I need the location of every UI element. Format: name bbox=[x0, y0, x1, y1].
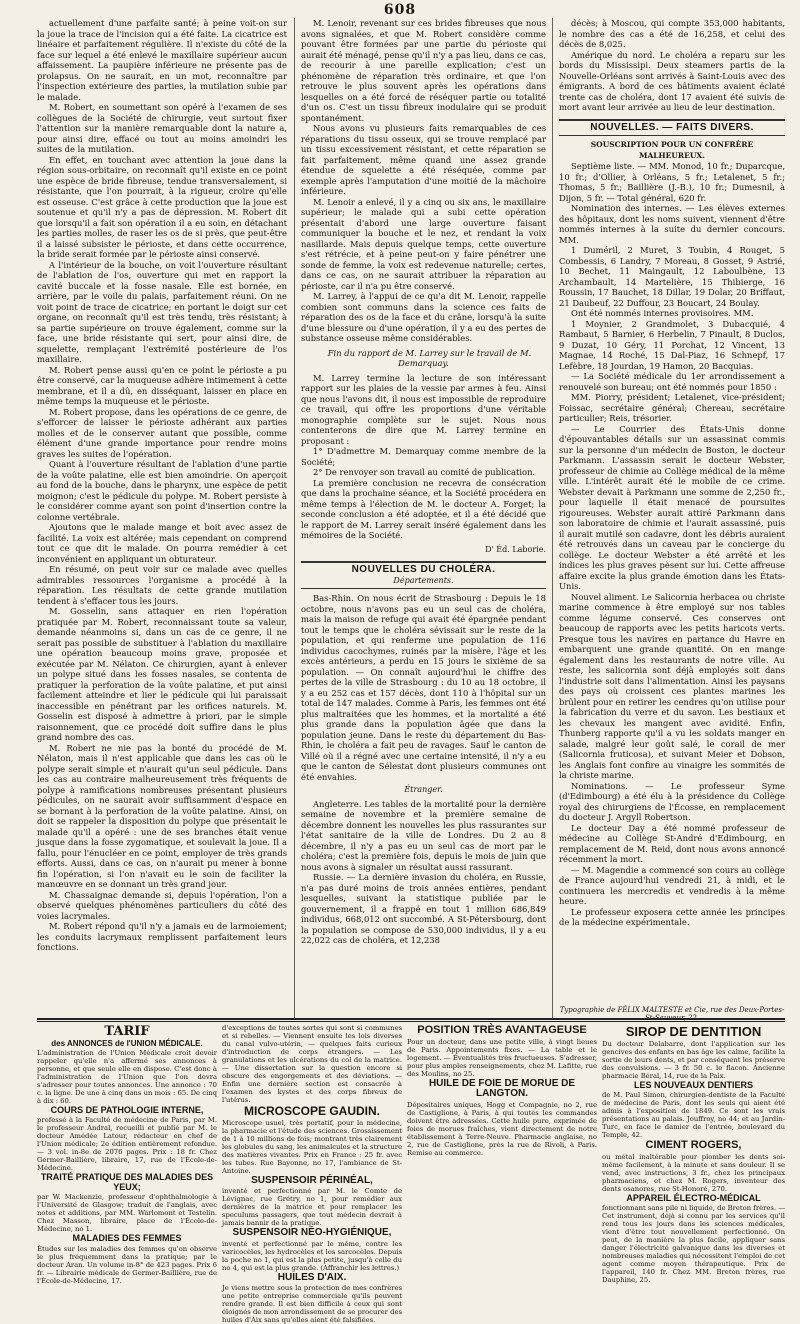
ads-divider bbox=[37, 1021, 785, 1022]
cholera-header bbox=[301, 561, 546, 589]
ad-text: Microscope usuel, très portatif, pour la médecine, la pharmacie et l'étude des sciences. Grossissement de 1 à 10 millions de fois; montrant très clairement les globules du sang, les animalcules et la structure des matières vivantes. Prix en France : 25 fr. avec les tubes. Rue Bayonne, no 17, l'ambiance de St-Antoine. bbox=[222, 1118, 402, 1175]
paragraph: Septième liste. — MM. Monod, 10 fr.; Duparcque, 10 fr.; d'Ollier, à Orléans, 5 fr.; Letalenet, 5 fr.; Thomas, 5 fr.; Baillière (J.-B.), 10 fr.; Dumesnil, à Dijon, 5 fr. — Total général, 620 fr. bbox=[559, 161, 785, 203]
ad-text: Du docteur Delabarre, dont l'application sur les gencives des enfants en bas âge les calme, facilite la sortie de leurs dents, et par conséquent les préserve des convulsions. — 3 fr. 50 c. le flacon. Ancienne pharmacie Béral, 14, rue de la Paix. bbox=[602, 1039, 785, 1080]
ad-text: ou métal inaltérable pour plomber les dents soi-même facilement, à la minute et sans douleur. Il se vend, avec instructions, 3 fr., chez les principaux pharmaciens, et chez M. Rogers, inventeur des dents osanores, rue St-Honoré, 270. bbox=[602, 1152, 785, 1193]
ad-text: d'exceptions de toutes sortes qui sont si communes et si rebelles. — Viennent ensuite les lois diverses du canal vulvo-utérin, — quelques faits curieux d'introduction de corps étrangers. — Les granulations et les ulcérations du col de la matrice. — Une dissertation sur la question encore si obscure des engorgements et des déviations. — Enfin une dernière section est consacrée à l'examen des kystes et des corps fibreux de l'utérus. bbox=[222, 1024, 402, 1104]
paragraph: 1° D'admettre M. Demarquay comme membre de la Société; bbox=[301, 446, 546, 467]
paragraph: 2° De renvoyer son travail au comité de publication. bbox=[313, 467, 536, 477]
paragraph: M. Gosselin, sans attaquer en rien l'opération pratiquée par M. Robert, reconnaissant toute sa valeur, demande néanmoins si, dans un cas de ce genre, il ne serait pas possible de substituer à l'ablation du maxillaire une opération beaucoup moins grave, proposée et exécutée par M. Nélaton. Ce chirurgien, ayant à enlever un polype situé dans les fosses nasales, se contenta de pratiquer la perforation de la voûte palatine, et put ainsi facilement atteindre et lier le pédicule qui lui paraissait inaccessible en pénétrant par les orifices naturels. M. Gosselin est disposé à admettre à priori, par le simple raisonnement, que ce procédé doit suffire dans le plus grand nombre des cas. bbox=[37, 606, 287, 742]
paragraph: M. Larrey termine la lecture de son intéressant rapport sur les plaies de la vessie par armes à feu. Ainsi que nous l'avons dit, il nous est impossible de reproduire ce travail, qui offre les proportions d'une véritable monographie complète sur le sujet. Nous nous contenterons de dire que M. Larrey termine en proposant : bbox=[301, 372, 546, 446]
paragraph: Quant à l'ouverture résultant de l'ablation d'une partie de la voûte palatine, elle est bien amoindrie. On aperçoit au fond de la bouche, dans le pharynx, une espèce de petit moignon; c'est le pédicule du polype. M. Robert persiste à le considérer comme ayant son point d'insertion contre la colonne vertébrale. bbox=[37, 459, 288, 522]
news-header bbox=[559, 119, 785, 137]
ad-femmes-title: MALADIES DES FEMMES bbox=[72, 1233, 182, 1244]
paragraph: M. Robert répond qu'il n'y a jamais eu de larmoiement; les conduits lacrymaux remplissent parfaitement leurs fonctions. bbox=[37, 921, 287, 952]
paragraph: MM. Piorry, président; Letalenet, vice-président; Foissac, secrétaire général; Chereau, secrétaire particulier; Reis, trésorier. bbox=[559, 392, 785, 423]
paragraph: En résumé, on peut voir sur ce malade avec quelles admirables ressources l'organisme a procédé à la réparation. Les résultats de cette grande mutilation tendent à s'effacer tous les jours. bbox=[37, 564, 287, 606]
ad-huile-foie-title: HUILE DE FOIE DE MORUE DE LANGTON. bbox=[428, 1077, 576, 1100]
ad-microscope-title: MICROSCOPE GAUDIN. bbox=[243, 1104, 380, 1118]
ad-text: Dépositaires uniques, Hogg et Compagnie, no 2, rue de Castiglione, à Paris, à qui toutes les commandes doivent être adressées. Cette huile pure, exprimée de foies de morues fraîches, vient directement de notre établissement à Terre-Neuve. Pharmacie anglaise, no 2, rue de Castiglione, près la rue de Rivoli, à Paris. Remise au commerce. bbox=[407, 1100, 597, 1157]
paragraph: Russie. — La dernière invasion du choléra, en Russie, n'a pas duré moins de trois années entières, pendant lesquelles, suivant la statistique publiée par le gouvernement, il a frappé en tout 1 million 686,849 individus, 668,012 ont succombé. A St-Pétersbourg, dont la population se compose de 530,000 individus, il y a eu 22,022 cas de choléra, et 12,238 bbox=[301, 872, 546, 945]
paragraph: M. Robert propose, dans les opérations de ce genre, de s'efforcer de laisser le périoste adhérant aux parties molles et de le conserver autant que possible, comme élément d'une grande importance pour rendre moins graves les suites de l'opération. bbox=[37, 406, 287, 459]
paragraph: Ont été nommés internes provisoires. MM. bbox=[571, 308, 754, 318]
cholera-subtitle: Départements. bbox=[393, 575, 454, 585]
ad-text: Pour un docteur, dans une petite ville, à vingt lieues de Paris. Appointements fixes. — La table et le logement. — Éventualités très fructueuses. S'adresser, pour plus amples renseignements, chez M. Lafitte, rue des Moulins, no 25. bbox=[407, 1037, 597, 1078]
paragraph: M. Robert pense aussi qu'en ce point le périoste a pu être conservé, car la muqueuse adhère intimement à cette membrane, et il a dû, en disséquant, laisser en place en même temps la muqueuse et le périoste. bbox=[37, 364, 287, 406]
ad-text: inventé et perfectionné par M. le Comte de Lévignac, rue Grétry, no 1, pour remédier aux dernières de la matrice et pour remplacer les speculums passagers, que tout médecin devrait à jamais bannir de la pratique. bbox=[222, 1187, 402, 1228]
paragraph: Nous avons vu plusieurs faits remarquables de ces réparations du tissu osseux, qui se trouve remplacé par un tissu excessivement résistant, et cette réparation se fait parfaitement, même quand une assez grande étendue de squelette a été réséquée, comme par exemple après l'amputation d'une moitié de la mâchoire inférieure. bbox=[301, 123, 546, 196]
column-rule bbox=[552, 18, 553, 1018]
ad-text: par W. Mackenzie, professeur d'ophthalmologie à l'Université de Glasgow; traduit de l'anglais, avec notes et additions, par MM. Warlomont et Testelin. Chez Masson, libraire, place de l'École-de-Médecine, no 1. bbox=[37, 1193, 217, 1234]
page-number: 608 bbox=[383, 2, 417, 18]
ad-text: L'administration de l'Union Médicale croit devoir rappeler qu'elle n'a affermé ses annonces à personne, et que seule elle en dispose. C'est donc à l'administration de l'Union que l'on devra s'adresser pour toutes annonces. Une annonce : 70 c. la ligne. De une à cinq dans un mois : 65. De cinq à dix : 60. bbox=[37, 1049, 217, 1106]
paragraph: M. Larrey, à l'appui de ce qu'a dit M. Lenoir, rappelle combien sont communs dans la science ces faits de réparation des os de la face et du crâne, lorsqu'à la suite d'une blessure ou d'une opération, il y a eu des pertes de substance osseuse même considérables. bbox=[301, 291, 546, 343]
paragraph: M. Robert, en soumettant son opéré à l'examen de ses collègues de la Société de chirurgie, veut surtout fixer l'attention sur la manière remarquable dont la nature a, pour ainsi dire, effacé ou tout au moins amoindri les suites de la mutilation. bbox=[37, 102, 287, 154]
paragraph: M. Lenoir, revenant sur ces brides fibreuses que nous avons signalées, et que M. Robert considère comme pouvant être formées par une partie du périoste qui aurait été ménagé, pense qu'il n'y a pas lieu, dans ce cas, de recourir à une pareille explication; c'est un phénomène de réparation très ordinaire, et que l'on retrouve le plus souvent après les opérations dans lesquelles on a été forcé de réséquer partie ou totalité d'un os. C'est un tissu fibreux inodulaire qui se produit spontanément. bbox=[301, 18, 546, 123]
printer-credit: Typographie de FÉLIX MALTESTE et Cie, rue des Deux-Portes-St-Sauveur, 22. bbox=[559, 1006, 785, 1022]
ad-position-title: POSITION TRÈS AVANTAGEUSE bbox=[417, 1024, 587, 1036]
paragraph: Ajoutons que le malade mange et boit avec assez de facilité. La voix est altérée; mais cependant on comprend tout ce que dit le malade. On pourra remédier à cet inconvénient en appliquant un obturateur. bbox=[37, 522, 287, 564]
ad-ciment-title: CIMENT ROGERS, bbox=[645, 1139, 742, 1152]
paragraph: Le docteur Day a été nommé professeur de médecine au Collège St-André d'Edimbourg, en remplacement de M. Reid, dont nous avons annoncé récemment la mort. bbox=[559, 822, 785, 864]
subscription-subtitle: SOUSCRIPTION POUR UN CONFRÈRE MALHEUREUX. bbox=[590, 140, 754, 160]
foreign-subtitle: Étranger. bbox=[404, 785, 443, 794]
paragraph: Bas-Rhin. On nous écrit de Strasbourg : Depuis le 18 octobre, nous n'avons pas eu un seul cas de choléra, mais la maison de refuge qui avait été épargnée pendant tout le temps que le choléra sévissait sur le reste de la population, et qui renferme une population de 116 individus cacochymes, ruinés par la misère, l'âge et les excès antérieurs, a perdu en 15 jours le sixième de sa population. — On connaît aujourd'hui le chiffre des pertes de la ville de Strasbourg : du 10 au 18 octobre, il y a eu 252 cas et 157 décès, dont 110 à l'hôpital sur un total de 147 malades. Comme à Paris, les femmes ont été plus maltraitées que les hommes, et la mortalité a été plus grande dans la population âgée que dans la population jeune. Dans le reste du département du Bas-Rhin, le choléra a fait peu de ravages. Sauf le canton de Villé où il a régné avec une certaine intensité, il n'y a eu que le canton de Sélestat dont plusieurs communes ont été envahies. bbox=[301, 593, 546, 782]
ad-tarif-subtitle: des ANNONCES de l'UNION MÉDICALE. bbox=[51, 1038, 203, 1048]
paragraph: actuellement d'une parfaite santé; à peine voit-on sur la joue la trace de l'incision qui a été faite. La cicatrice est linéaire et parfaitement régulière. Il n'existe du côté de la face sur lequel a été enlevé le maxillaire supérieur aucun affaissement. La paupière inférieure ne présente pas de prolapsus. On ne saurait, en un mot, reconnaître par l'inspection extérieure des parties, la mutilation subie par le malade. bbox=[37, 18, 287, 102]
paragraph: — Le Courrier des États-Unis donne d'épouvantables détails sur un assassinat commis sur la personne d'un médecin de Boston, le docteur Parkmann. L'assassin serait le docteur Webster, professeur de chimie au Collège médical de la même ville. L'intérêt aurait été le mobile de ce crime. Webster devait à Parkmann une somme de 2,250 fr., pour laquelle il était menacé de poursuites rigoureuses. Webster aurait attiré Parkmann dans son laboratoire de chimie et l'aurait assassiné, puis il aurait mutilé son cadavre, dont les débris auraient été retrouvés dans un caveau par le concierge du collège. Le docteur Webster a été arrêté et les indices les plus graves pèsent sur lui. Cette affreuse affaire excite la plus grande émotion dans les États-Unis. bbox=[559, 423, 785, 591]
ad-huiles-aix-title: HUILES D'AIX. bbox=[277, 1271, 347, 1283]
paragraph: M. Robert ne nie pas la bonté du procédé de M. Nélaton, mais il n'est applicable que dans les cas où le polype serait simple et n'aurait qu'un seul pédicule. Dans les cas au contraire malheureusement très fréquents de polype à ramifications nombreuses présentant plusieurs pédicules, on ne saurait avoir suffisamment d'espace en se bornant à la perforation de la voûte palatine. Ainsi, on doit se rappeler la disposition du polype que présentait le malade qu'il a opéré : une de ses branches était venue jusque dans la fosse zygomatique, et soulevait la joue. Il a fallu, pour l'énucléer en ce point, employer de très grands efforts. Aussi, dans ce cas, on n'aurait pu mener à bonne fin l'opération, si l'on n'avait eu le soin de faciliter la manœuvre en se donnant un très grand jour. bbox=[37, 742, 287, 889]
column-rule bbox=[294, 18, 295, 1018]
paragraph: Amérique du nord. Le choléra a reparu sur les bords du Mississipi. Deux steamers partis de la Nouvelle-Orléans sont arrivés à Saint-Louis avec des émigrants. A bord de ces bâtiments avaient éclaté trente cas de choléra, dont 17 avaient été suivis de mort avant leur arrivée au lieu de leur destination. bbox=[559, 49, 785, 112]
paragraph: La première conclusion ne recevra de consécration que dans la prochaine séance, et la Société procédera en même temps à l'élection de M. le docteur A. Forget; la seconde conclusion a été adoptée, et il a été décidé que le rapport de M. Larrey serait inséré également dans les mémoires de la Société. bbox=[301, 477, 546, 540]
ad-sirop-title: SIROP DE DENTITION bbox=[625, 1024, 762, 1039]
ad-suspensoir1-title: SUSPENSOIR PÉRINÉAL, bbox=[251, 1174, 373, 1186]
ad-suspensoir2-title: SUSPENSOIR NÉO-HYGIÉNIQUE, bbox=[232, 1227, 392, 1239]
paragraph: — M. Magendie a commencé son cours au collège de France aujourd'hui vendredi 21, à midi, et le continuera les mercredis et vendredis à la même heure. bbox=[559, 864, 785, 906]
paragraph: M. Chassaignac demande si, depuis l'opération, l'on a observé quelques phénomènes particuliers du côté des voies lacrymales. bbox=[37, 889, 287, 921]
column-1 bbox=[37, 18, 287, 1018]
column-3 bbox=[559, 18, 785, 1004]
paragraph: décès; à Moscou, qui compte 353,000 habitants, le nombre des cas a été de 16,258, et celui des décès de 8,025. bbox=[559, 18, 785, 49]
paragraph: Nomination des internes. — Les élèves externes des hôpitaux, dont les noms suivent, viennent d'être nommés internes à la suite du dernier concours. MM. bbox=[559, 203, 785, 245]
ad-text: de M. Paul Simon, chirurgien-dentiste de la Faculté de médecine de Paris, dont les seuls qui aient été admis à l'exposition de 1849. Ce sont les vrais présentations au palais. Jouffroy, no 44; et au Jardin-Turc, en face le damier de l'entrée, boulevard du Temple, 42. bbox=[602, 1091, 785, 1140]
ads-column-3 bbox=[407, 1024, 597, 1157]
section-subtitle: Fin du rapport de M. Larrey sur le travail de M. Demarquay. bbox=[327, 347, 532, 368]
paragraph: 1 Moynier, 2 Grandmolet, 3 Dubacquié, 4 Rambaut, 5 Barnier, 6 Herbelin, 7 Pinault, 8 Duclos, 9 Duzat, 10 Géry, 11 Porchat, 12 Vincent, 13 Magnae, 14 Roché, 15 Dal-Piaz, 16 Schnepf, 17 Lefèbre, 18 Jourdan, 19 Hamon, 20 Bacquias. bbox=[559, 318, 785, 371]
ads-column-1 bbox=[37, 1024, 217, 1285]
signature: D' Éd. Laborie. bbox=[485, 544, 546, 554]
ad-cours-title: COURS DE PATHOLOGIE INTERNE, bbox=[50, 1105, 204, 1116]
paragraph: — La Société médicale du 1er arrondissement a renouvelé son bureau; ont été nommés pour 1850 : bbox=[559, 371, 785, 392]
paragraph: En effet, en touchant avec attention la joue dans la région sous-orbitaire, on reconnaît qu'il existe en ce point une espèce de bride fibreuse, tendue transversalement, si résistante, que l'on pourrait, à la rigueur, croire qu'elle est osseuse. C'est grâce à cette production que la joue est soutenue et qu'il n'y a pas de dépression. M. Robert dit que lorsqu'il a fait son opération il a eu soin, en détachant les parties molles, de raser les os de si près, que peut-être il a laissé subsister le périoste, et dans cette occurrence, la bride serait formée par le périoste ainsi conservé. bbox=[37, 154, 287, 259]
paragraph: 1 Duméril, 2 Muret, 3 Toubin, 4 Rouget, 5 Combessis, 6 Landry, 7 Moreau, 8 Gosset, 9 Astrié, 10 Bechet, 11 Maingault, 12 Laboulbène, 13 Archambault, 14 Martelière, 15 Thibierge, 16 Roussin, 17 Bauchet, 18 Dillar, 19 Dolar, 20 Briffaut, 21 Daubeuf, 22 Duffour, 23 Boucart, 24 Boulay. bbox=[559, 245, 785, 308]
news-title: NOUVELLES. — FAITS DIVERS. bbox=[590, 121, 754, 133]
ad-text: professé à la Faculté de médecine de Paris, par M. le professeur Andral, recueilli et publié par M. le docteur Amédée Latour, rédacteur en chef de l'Union médicale; 2e édition entièrement refondue. — 3 vol. in-8e de 2076 pages. Prix : 18 fr. Chez Germer-Baillière, libraire, 17, rue de l'École-de-Médecine. bbox=[37, 1116, 217, 1173]
paragraph: Le professeur exposera cette année les principes de la médecine expérimentale. bbox=[559, 906, 785, 927]
ads-column-2 bbox=[222, 1024, 402, 1324]
paragraph: Nouvel aliment. Le Salicornia herbacea ou christe marine commence à être employé sur nos tables comme légume conservé. Ces conserves ont beaucoup de rapports avec les petits haricots verts. Presque tous les navires en partance du Havre en embarquent une grande quantité. On en mange également dans les restaurants de notre ville. Au reste, les salicornia sont déjà employés soit dans l'industrie soit dans l'alimentation. Ainsi les paysans des pays où croissent ces plantes marines les brûlent pour en retirer les cendres qu'on utilise pour la fabrication du verre et du savon. Les bestiaux et les chevaux les mangent avec avidité. Enfin, Thunberg rapporte qu'il a vu les soldats manger en salade, malgré leur goût salé, le corail de mer (Salicornia fruticosa), et suivant Meier et Dobson, les Anglais font confire au vinaigre les sommités de la christe marine. bbox=[559, 591, 785, 780]
cholera-title: NOUVELLES DU CHOLÉRA. bbox=[351, 564, 496, 575]
ad-text: inventé et perfectionné par le même, contre les varicocèles, les hydrocèles et les sarcocèles. Depuis la poche no 1, qui est la plus petite, jusqu'à celle du no 4, qui est la plus grande. (Affranchir les lettres.) bbox=[222, 1239, 402, 1272]
ads-divider bbox=[37, 1018, 785, 1020]
ad-traite-title: TRAITÉ PRATIQUE DES MALADIES DES YEUX; bbox=[40, 1172, 214, 1192]
ad-text: Études sur les maladies des femmes qu'on observe le plus fréquemment dans la pratique; par le docteur Aran. Un volume in-8° de 423 pages. Prix 6 fr. — Librairie médicale de Germer-Baillière, rue de l'École-de-Médecine, 17. bbox=[37, 1244, 217, 1285]
paragraph: M. Lenoir a enlevé, il y a cinq ou six ans, le maxillaire supérieur; le malade qui a subi cette opération présentait d'abord une large ouverture faisant communiquer la bouche et le nez, et rendant la voix nasillarde. Mais depuis quelque temps, cette ouverture s'est rétrécie, et à peine peut-on y faire pénétrer une sonde de femme, la voix est redevenue naturelle; certes, dans ce cas, on ne saurait attribuer la réparation au périoste, car il n'a pu être conservé. bbox=[301, 196, 546, 291]
paragraph: A l'intérieur de la bouche, on voit l'ouverture résultant de l'ablation de l'os, ouverture qui met en rapport la cavité buccale et la fosse nasale. Elle est bornée, en arrière, par le voile du palais, parfaitement réuni. On ne voit point de trace de cicatrice; en portant le doigt sur cet organe, on reconnaît qu'il est très tendu, très résistant; à sa partie supérieure on trouve également, comme sur la face, une bride résistante qui sert, pour ainsi dire, de squelette, remplaçant l'extrémité postérieure de l'os maxillaire. bbox=[37, 259, 287, 364]
paragraph: Angleterre. Les tables de la mortalité pour la dernière semaine de novembre et la première semaine de décembre donnent les nouvelles les plus rassurantes sur l'état sanitaire de la ville de Londres. Du 2 au 8 décembre, il n'y a pas eu un seul cas de mort par le choléra; c'est la première fois, depuis le mois de juin que nous avons à signaler un résultat aussi rassurant. bbox=[301, 798, 546, 872]
ad-text: fonctionnant sans pile ni liquide, de Breton frères. — Cet instrument, déjà si connu par les services qu'il rend tous les jours dans les sciences médicales, vient d'être tout nouvellement perfectionné. On peut, de la manière la plus facile, appliquer sans danger l'électricité galvanique dans les diverses et nombreuses maladies qui nécessitent l'emploi de cet agent comme moyen thérapeutique. Prix de l'appareil, 140 fr. Chez MM. Breton frères, rue Dauphine, 25. bbox=[602, 1204, 785, 1285]
ad-dentiers-title: LES NOUVEAUX DENTIERS bbox=[633, 1079, 754, 1090]
ads-column-4 bbox=[602, 1024, 785, 1285]
ad-appareil-title: APPAREIL ÉLECTRO-MÉDICAL bbox=[626, 1192, 761, 1203]
column-2 bbox=[301, 18, 546, 1018]
paragraph: Nominations. — Le professeur Syme (d'Edimbourg) a été élu à la présidence du Collège royal des chirurgiens de l'Écosse, en remplacement du docteur J. Argyll Robertson. bbox=[559, 780, 785, 822]
ad-tarif-title: TARIF bbox=[104, 1024, 150, 1039]
ad-text: Je viens mettre sous la protection de mes confrères une petite entreprise commerciale qu'ils peuvent rendre grande. Il est bien difficile à ceux qui sont éloignés de mon arrondissement de se procurer des huiles d'Aix sans qu'elles aient été falsifiées. bbox=[222, 1284, 402, 1324]
